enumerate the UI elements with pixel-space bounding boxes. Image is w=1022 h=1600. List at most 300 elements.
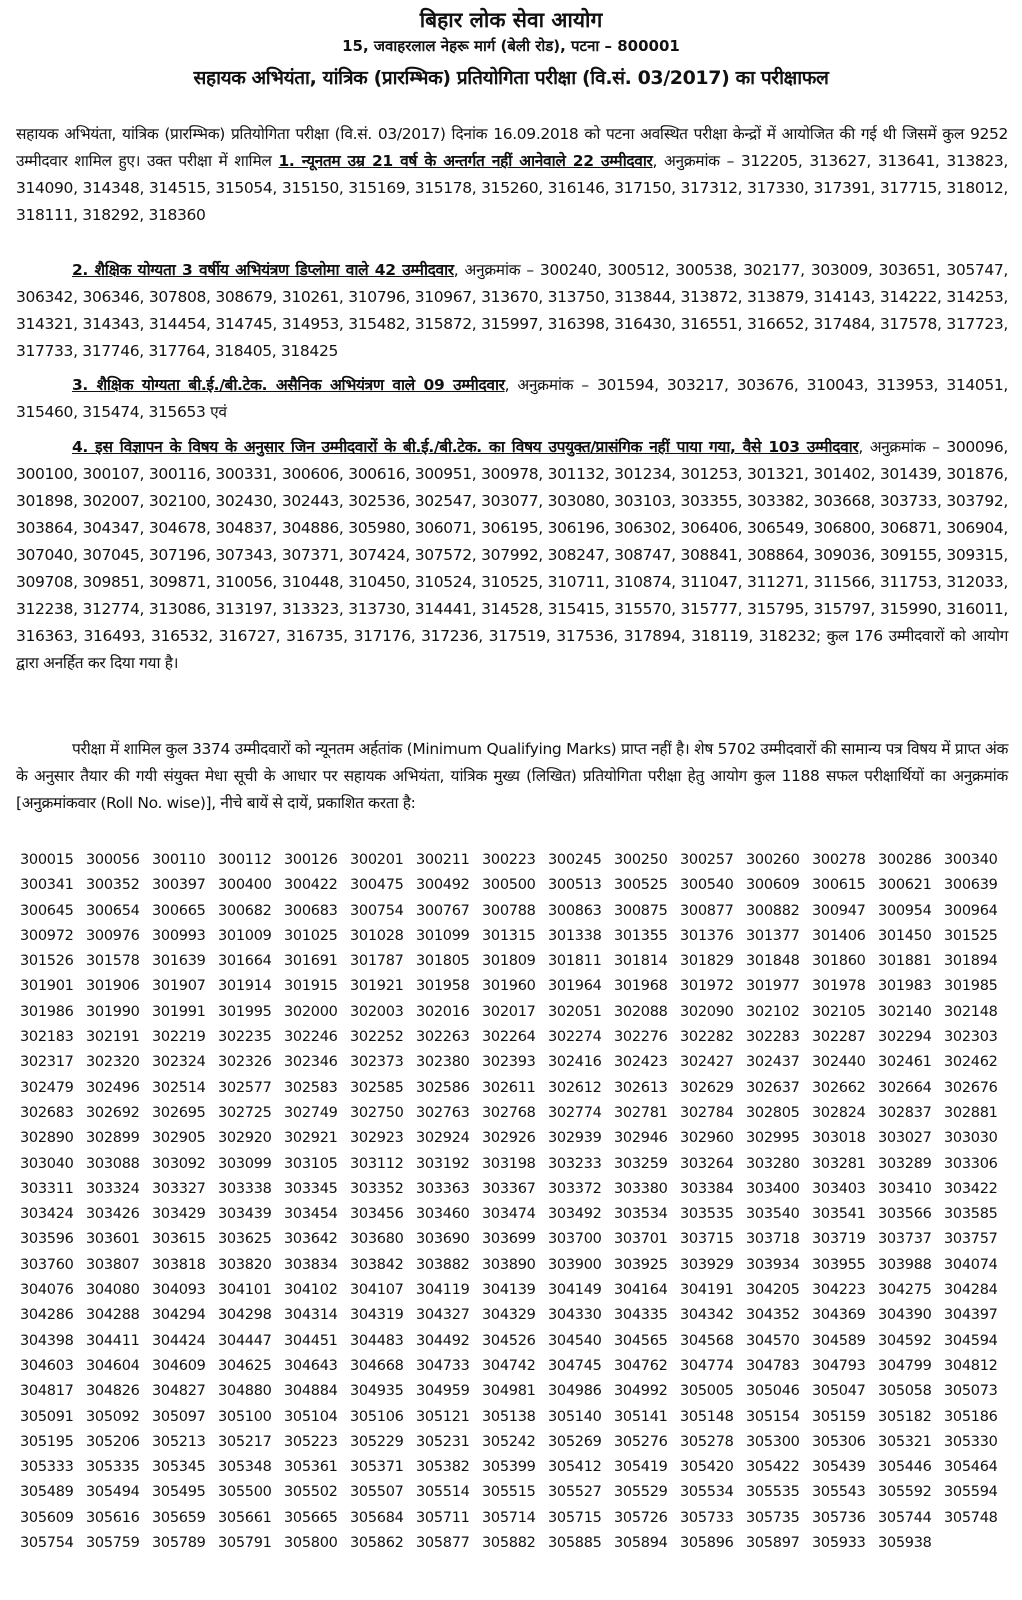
roll-number: 304223 <box>812 1282 866 1299</box>
roll-number: 304799 <box>878 1357 932 1374</box>
roll-number: 302683 <box>20 1104 74 1121</box>
roll-number: 304288 <box>86 1307 140 1324</box>
roll-number: 305278 <box>680 1433 734 1450</box>
roll-number: 300250 <box>614 852 668 868</box>
roll-number: 302346 <box>284 1054 338 1071</box>
roll-number: 302264 <box>482 1029 536 1046</box>
roll-number: 305733 <box>680 1509 734 1526</box>
roll-number: 302781 <box>614 1104 668 1121</box>
roll-number: 301914 <box>218 978 272 995</box>
roll-number: 303112 <box>350 1155 404 1172</box>
roll-number: 305896 <box>680 1535 734 1552</box>
roll-number: 302496 <box>86 1079 140 1096</box>
roll-number: 303311 <box>20 1180 74 1197</box>
roll-number: 305005 <box>680 1383 734 1400</box>
roll-number: 303338 <box>218 1180 272 1197</box>
roll-number: 302763 <box>416 1104 470 1121</box>
roll-number: 305335 <box>86 1459 140 1476</box>
roll-number: 302219 <box>152 1029 206 1046</box>
roll-number: 302088 <box>614 1003 668 1020</box>
roll-number: 305097 <box>152 1408 206 1425</box>
roll-number: 304424 <box>152 1332 206 1349</box>
roll-number: 302235 <box>218 1029 272 1046</box>
roll-number: 304492 <box>416 1332 470 1349</box>
roll-number: 305502 <box>284 1484 338 1501</box>
roll-number: 305206 <box>86 1433 140 1450</box>
roll-number: 300615 <box>812 877 866 894</box>
roll-number: 304369 <box>812 1307 866 1324</box>
roll-number: 305527 <box>548 1484 602 1501</box>
roll-number: 303027 <box>878 1130 932 1147</box>
roll-number: 303040 <box>20 1155 74 1172</box>
roll-number: 303092 <box>152 1155 206 1172</box>
roll-number: 300639 <box>944 877 998 894</box>
roll-number: 305791 <box>218 1535 272 1552</box>
roll-number: 300788 <box>482 902 536 919</box>
roll-number: 302263 <box>416 1029 470 1046</box>
roll-number: 300340 <box>944 852 998 868</box>
notice-title: सहायक अभियंता, यांत्रिक (प्रारम्भिक) प्रतियोगिता परीक्षा (वि.सं. 03/2017) का परीक्षाफल <box>193 67 829 89</box>
roll-number: 302923 <box>350 1130 404 1147</box>
roll-number: 305715 <box>548 1509 602 1526</box>
roll-number: 303439 <box>218 1206 272 1223</box>
roll-number: 300492 <box>416 877 470 894</box>
roll-number: 303030 <box>944 1130 998 1147</box>
roll-number: 302320 <box>86 1054 140 1071</box>
roll-number: 302016 <box>416 1003 470 1020</box>
roll-number: 305345 <box>152 1459 206 1476</box>
roll-number: 304817 <box>20 1383 74 1400</box>
roll-number: 305154 <box>746 1408 800 1425</box>
roll-number: 302995 <box>746 1130 800 1147</box>
roll-number: 304275 <box>878 1282 932 1299</box>
roll-number: 302920 <box>218 1130 272 1147</box>
roll-number: 303281 <box>812 1155 866 1172</box>
roll-number: 302612 <box>548 1079 602 1096</box>
roll-number: 305439 <box>812 1459 866 1476</box>
roll-number: 304451 <box>284 1332 338 1349</box>
roll-number: 303345 <box>284 1180 338 1197</box>
roll-number: 303690 <box>416 1231 470 1248</box>
roll-number: 300278 <box>812 852 866 868</box>
roll-number: 305592 <box>878 1484 932 1501</box>
roll-number: 303233 <box>548 1155 602 1172</box>
roll-number: 304319 <box>350 1307 404 1324</box>
roll-number: 303925 <box>614 1256 668 1273</box>
roll-number: 303820 <box>218 1256 272 1273</box>
roll-number: 305300 <box>746 1433 800 1450</box>
roll-number: 305217 <box>218 1433 272 1450</box>
roll-number: 301809 <box>482 953 536 970</box>
roll-number: 303289 <box>878 1155 932 1172</box>
roll-number: 302905 <box>152 1130 206 1147</box>
roll-number: 304783 <box>746 1357 800 1374</box>
roll-number: 303596 <box>20 1231 74 1248</box>
roll-number: 302140 <box>878 1003 932 1020</box>
intro-paragraph <box>16 121 1008 229</box>
roll-number: 303541 <box>812 1206 866 1223</box>
roll-number: 302613 <box>614 1079 668 1096</box>
roll-number: 302611 <box>482 1079 536 1096</box>
roll-number: 305711 <box>416 1509 470 1526</box>
roll-number: 304294 <box>152 1307 206 1324</box>
roll-number: 305543 <box>812 1484 866 1501</box>
roll-number: 301983 <box>878 978 932 995</box>
roll-number: 302461 <box>878 1054 932 1071</box>
roll-number: 300954 <box>878 902 932 919</box>
roll-number: 301978 <box>812 978 866 995</box>
roll-number: 305330 <box>944 1433 998 1450</box>
roll-number: 304139 <box>482 1282 536 1299</box>
roll-number: 301377 <box>746 927 800 944</box>
roll-number: 305229 <box>350 1433 404 1450</box>
roll-number: 305877 <box>416 1535 470 1552</box>
roll-number: 300223 <box>482 852 536 868</box>
roll-number: 302380 <box>416 1054 470 1071</box>
roll-number: 301525 <box>944 927 998 944</box>
roll-number: 303737 <box>878 1231 932 1248</box>
roll-number: 305446 <box>878 1459 932 1476</box>
roll-number: 302629 <box>680 1079 734 1096</box>
category-2-rolls: , अनुक्रमांक – 300240, 300512, 300538, 302177, 303009, 303651, 305747, 306342, 306346, 307808, 308679, 310261, 310796, 310967, 313670, 313750, 313844, 313872, 313879, 314143, 314222, 314253, 314321, 314343, 314454, 314745, 314953, 315482, 315872, 315997, 316398, 316430, 316551, 316652, 317484, 317578, 317723, 317733, 317746, 317764, 318405, 318425 <box>16 261 1009 360</box>
roll-number: 303259 <box>614 1155 668 1172</box>
roll-number: 300260 <box>746 852 800 868</box>
roll-number: 301881 <box>878 953 932 970</box>
roll-number: 302939 <box>548 1130 602 1147</box>
roll-number: 302246 <box>284 1029 338 1046</box>
roll-number: 304149 <box>548 1282 602 1299</box>
roll-number: 304398 <box>20 1332 74 1349</box>
intro-text: सहायक अभियंता, यांत्रिक (प्रारम्भिक) प्रतियोगिता परीक्षा (वि.सं. 03/2017) दिनांक 16.09.2018 को पटना अवस्थित परीक्षा केन्द्रों में आयोजित की गई थी जिसमें कुल 9252 उम्मीदवार शामिल हुए। उक्त परीक्षा में शामिल <box>16 125 1008 170</box>
roll-number: 304076 <box>20 1282 74 1299</box>
roll-number: 303834 <box>284 1256 338 1273</box>
roll-number: 302921 <box>284 1130 338 1147</box>
roll-number: 302750 <box>350 1104 404 1121</box>
roll-number: 300877 <box>680 902 734 919</box>
roll-number: 301406 <box>812 927 866 944</box>
roll-number: 304668 <box>350 1357 404 1374</box>
roll-number: 305500 <box>218 1484 272 1501</box>
roll-number: 300286 <box>878 852 932 868</box>
roll-number: 303757 <box>944 1231 998 1248</box>
roll-number: 304101 <box>218 1282 272 1299</box>
roll-number: 304935 <box>350 1383 404 1400</box>
roll-number: 304880 <box>218 1383 272 1400</box>
roll-number: 304298 <box>218 1307 272 1324</box>
roll-number: 304568 <box>680 1332 734 1349</box>
roll-number: 302148 <box>944 1003 998 1020</box>
roll-number: 305182 <box>878 1408 932 1425</box>
roll-number: 302784 <box>680 1104 734 1121</box>
roll-number: 302440 <box>812 1054 866 1071</box>
roll-number: 303807 <box>86 1256 140 1273</box>
roll-number: 300654 <box>86 902 140 919</box>
roll-number: 303625 <box>218 1231 272 1248</box>
roll-number: 302725 <box>218 1104 272 1121</box>
roll-number: 300683 <box>284 902 338 919</box>
roll-number: 301990 <box>86 1003 140 1020</box>
roll-number: 300976 <box>86 927 140 944</box>
roll-number: 303456 <box>350 1206 404 1223</box>
roll-number: 305735 <box>746 1509 800 1526</box>
roll-number: 302805 <box>746 1104 800 1121</box>
roll-number: 303929 <box>680 1256 734 1273</box>
roll-number: 303601 <box>86 1231 140 1248</box>
roll-number: 305800 <box>284 1535 338 1552</box>
roll-number: 305495 <box>152 1484 206 1501</box>
roll-number: 305515 <box>482 1484 536 1501</box>
roll-number: 302462 <box>944 1054 998 1071</box>
roll-number: 305306 <box>812 1433 866 1450</box>
roll-number: 302373 <box>350 1054 404 1071</box>
roll-number: 303192 <box>416 1155 470 1172</box>
roll-number: 305382 <box>416 1459 470 1476</box>
roll-number: 301860 <box>812 953 866 970</box>
roll-number: 303492 <box>548 1206 602 1223</box>
roll-number: 302585 <box>350 1079 404 1096</box>
roll-number: 303327 <box>152 1180 206 1197</box>
roll-number: 300875 <box>614 902 668 919</box>
roll-number: 301376 <box>680 927 734 944</box>
roll-number: 301901 <box>20 978 74 995</box>
roll-number: 301355 <box>614 927 668 944</box>
roll-number: 305514 <box>416 1484 470 1501</box>
roll-number: 300863 <box>548 902 602 919</box>
roll-number: 305422 <box>746 1459 800 1476</box>
roll-number: 303680 <box>350 1231 404 1248</box>
roll-number: 305789 <box>152 1535 206 1552</box>
roll-number: 303324 <box>86 1180 140 1197</box>
roll-number: 303715 <box>680 1231 734 1248</box>
roll-number: 300422 <box>284 877 338 894</box>
roll-number: 303426 <box>86 1206 140 1223</box>
roll-number: 304390 <box>878 1307 932 1324</box>
roll-number: 301691 <box>284 953 338 970</box>
roll-number: 303699 <box>482 1231 536 1248</box>
roll-number: 301960 <box>482 978 536 995</box>
roll-number: 302695 <box>152 1104 206 1121</box>
roll-number: 300767 <box>416 902 470 919</box>
roll-number: 305882 <box>482 1535 536 1552</box>
roll-number: 302051 <box>548 1003 602 1020</box>
roll-number: 300972 <box>20 927 74 944</box>
roll-number: 304329 <box>482 1307 536 1324</box>
roll-number: 305748 <box>944 1509 998 1526</box>
roll-number: 304594 <box>944 1332 998 1349</box>
roll-number: 301450 <box>878 927 932 944</box>
roll-number: 300015 <box>20 852 74 868</box>
roll-number: 303280 <box>746 1155 800 1172</box>
roll-number: 302479 <box>20 1079 74 1096</box>
roll-number: 302393 <box>482 1054 536 1071</box>
roll-number: 305333 <box>20 1459 74 1476</box>
roll-number: 304080 <box>86 1282 140 1299</box>
roll-number: 304570 <box>746 1332 800 1349</box>
roll-number: 305046 <box>746 1383 800 1400</box>
roll-number: 301921 <box>350 978 404 995</box>
roll-number: 305759 <box>86 1535 140 1552</box>
roll-number: 304981 <box>482 1383 536 1400</box>
roll-number: 303099 <box>218 1155 272 1172</box>
roll-number: 304327 <box>416 1307 470 1324</box>
roll-number: 302586 <box>416 1079 470 1096</box>
roll-number: 304284 <box>944 1282 998 1299</box>
roll-number: 305736 <box>812 1509 866 1526</box>
roll-number: 304074 <box>944 1256 998 1273</box>
roll-number: 302437 <box>746 1054 800 1071</box>
roll-number: 301907 <box>152 978 206 995</box>
roll-number: 302191 <box>86 1029 140 1046</box>
roll-number: 300682 <box>218 902 272 919</box>
roll-number: 305399 <box>482 1459 536 1476</box>
roll-number: 300400 <box>218 877 272 894</box>
roll-number: 301009 <box>218 927 272 944</box>
roll-number: 303988 <box>878 1256 932 1273</box>
roll-number: 302692 <box>86 1104 140 1121</box>
roll-number: 305744 <box>878 1509 932 1526</box>
roll-number: 301028 <box>350 927 404 944</box>
organization-address: 15, जवाहरलाल नेहरू मार्ग (बेली रोड), पटना – 800001 <box>342 37 680 55</box>
roll-number: 303454 <box>284 1206 338 1223</box>
roll-number: 305276 <box>614 1433 668 1450</box>
roll-number: 302662 <box>812 1079 866 1096</box>
roll-number: 302583 <box>284 1079 338 1096</box>
roll-number: 300525 <box>614 877 668 894</box>
roll-number: 303534 <box>614 1206 668 1223</box>
roll-number: 303422 <box>944 1180 998 1197</box>
roll-number: 304884 <box>284 1383 338 1400</box>
roll-number: 305534 <box>680 1484 734 1501</box>
roll-number: 304733 <box>416 1357 470 1374</box>
roll-number: 303818 <box>152 1256 206 1273</box>
roll-number: 303198 <box>482 1155 536 1172</box>
successful-roll-number-grid <box>20 848 1010 1556</box>
roll-number: 300245 <box>548 852 602 868</box>
roll-number: 302324 <box>152 1054 206 1071</box>
roll-number: 303367 <box>482 1180 536 1197</box>
roll-number: 305047 <box>812 1383 866 1400</box>
roll-number: 305894 <box>614 1535 668 1552</box>
roll-number: 302416 <box>548 1054 602 1071</box>
roll-number: 304793 <box>812 1357 866 1374</box>
roll-number: 305420 <box>680 1459 734 1476</box>
roll-number: 302294 <box>878 1029 932 1046</box>
roll-number: 301985 <box>944 978 998 995</box>
roll-number: 305535 <box>746 1484 800 1501</box>
roll-number: 302283 <box>746 1029 800 1046</box>
roll-number: 302090 <box>680 1003 734 1020</box>
category-3-heading: 3. शैक्षिक योग्यता बी.ई./बी.टेक. असैनिक अभियंत्रण वाले 09 उम्मीदवार <box>72 376 505 394</box>
roll-number: 300609 <box>746 877 800 894</box>
roll-number: 303372 <box>548 1180 602 1197</box>
roll-number: 300112 <box>218 852 272 868</box>
roll-number: 300964 <box>944 902 998 919</box>
roll-number: 302287 <box>812 1029 866 1046</box>
roll-number: 301787 <box>350 953 404 970</box>
roll-number: 304643 <box>284 1357 338 1374</box>
roll-number: 303088 <box>86 1155 140 1172</box>
category-4-rolls: , अनुक्रमांक – 300096, 300100, 300107, 300116, 300331, 300606, 300616, 300951, 300978, 301132, 301234, 301253, 301321, 301402, 301439, 301876, 301898, 302007, 302100, 302430, 302443, 302536, 302547, 303077, 303080, 303103, 303355, 303382, 303668, 303733, 303792, 303864, 304347, 304678, 304837, 304886, 305980, 306071, 306195, 306196, 306302, 306406, 306549, 306800, 306871, 306904, 307040, 307045, 307196, 307343, 307371, 307424, 307572, 307992, 308247, 308747, 308841, 308864, 309036, 309155, 309315, 309708, 309851, 309871, 310056, 310448, 310450, 310524, 310525, 310711, 310874, 311047, 311271, 311566, 311753, 312033, 312238, 312774, 313086, 313197, 313323, 313730, 314441, 314528, 315415, 315570, 315777, 315795, 315797, 315990, 316011, 316363, 316493, 316532, 316727, 316735, 317176, 317236, 317519, 317536, 317894, 318119, 318232; कुल 176 उम्मीदवारों को आयोग द्वारा अनर्हित कर दिया गया है। <box>16 438 1008 672</box>
roll-number: 304826 <box>86 1383 140 1400</box>
roll-number: 304447 <box>218 1332 272 1349</box>
roll-number: 304992 <box>614 1383 668 1400</box>
roll-number: 302637 <box>746 1079 800 1096</box>
category-1-heading: 1. न्यूनतम उम्र 21 वर्ष के अन्तर्गत नहीं आनेवाले 22 उम्मीदवार <box>278 152 653 170</box>
roll-number: 305223 <box>284 1433 338 1450</box>
roll-number: 300665 <box>152 902 206 919</box>
roll-number: 304107 <box>350 1282 404 1299</box>
roll-number: 302899 <box>86 1130 140 1147</box>
roll-number: 300475 <box>350 877 404 894</box>
roll-number: 301814 <box>614 953 668 970</box>
roll-number: 301526 <box>20 953 74 970</box>
roll-number: 302017 <box>482 1003 536 1020</box>
roll-number: 302924 <box>416 1130 470 1147</box>
roll-number: 301991 <box>152 1003 206 1020</box>
roll-number: 304411 <box>86 1332 140 1349</box>
category-3-rolls: , अनुक्रमांक – 301594, 303217, 303676, 310043, 313953, 314051, 315460, 315474, 315653 एवं <box>16 376 1008 421</box>
roll-number: 305148 <box>680 1408 734 1425</box>
roll-number: 304314 <box>284 1307 338 1324</box>
roll-number: 302102 <box>746 1003 800 1020</box>
roll-number: 305242 <box>482 1433 536 1450</box>
roll-number: 304352 <box>746 1307 800 1324</box>
roll-number: 305371 <box>350 1459 404 1476</box>
roll-number: 305058 <box>878 1383 932 1400</box>
roll-number: 305348 <box>218 1459 272 1476</box>
roll-number: 301986 <box>20 1003 74 1020</box>
roll-number: 301964 <box>548 978 602 995</box>
roll-number: 303474 <box>482 1206 536 1223</box>
category-2-heading: 2. शैक्षिक योग्यता 3 वर्षीय अभियंत्रण डिप्लोमा वाले 42 उम्मीदवार <box>72 261 454 279</box>
roll-number: 300211 <box>416 852 470 868</box>
roll-number: 303900 <box>548 1256 602 1273</box>
roll-number: 303540 <box>746 1206 800 1223</box>
roll-number: 302577 <box>218 1079 272 1096</box>
roll-number: 301578 <box>86 953 140 970</box>
roll-number: 300513 <box>548 877 602 894</box>
roll-number: 300754 <box>350 902 404 919</box>
roll-number: 304592 <box>878 1332 932 1349</box>
roll-number: 301829 <box>680 953 734 970</box>
roll-number: 305933 <box>812 1535 866 1552</box>
roll-number: 300126 <box>284 852 338 868</box>
roll-number: 303380 <box>614 1180 668 1197</box>
roll-number: 304335 <box>614 1307 668 1324</box>
category-2-paragraph <box>16 257 1008 365</box>
roll-number: 305726 <box>614 1509 668 1526</box>
roll-number: 304625 <box>218 1357 272 1374</box>
roll-number: 305412 <box>548 1459 602 1476</box>
roll-number: 302105 <box>812 1003 866 1020</box>
roll-number: 305231 <box>416 1433 470 1450</box>
roll-number: 303615 <box>152 1231 206 1248</box>
roll-number: 302317 <box>20 1054 74 1071</box>
roll-number: 301639 <box>152 953 206 970</box>
roll-number: 305885 <box>548 1535 602 1552</box>
roll-number: 304565 <box>614 1332 668 1349</box>
roll-number: 303719 <box>812 1231 866 1248</box>
roll-number: 300540 <box>680 877 734 894</box>
roll-number: 303264 <box>680 1155 734 1172</box>
roll-number: 304774 <box>680 1357 734 1374</box>
roll-number: 305092 <box>86 1408 140 1425</box>
roll-number: 301025 <box>284 927 338 944</box>
roll-number: 300352 <box>86 877 140 894</box>
roll-number: 305507 <box>350 1484 404 1501</box>
roll-number: 305195 <box>20 1433 74 1450</box>
roll-number: 303955 <box>812 1256 866 1273</box>
